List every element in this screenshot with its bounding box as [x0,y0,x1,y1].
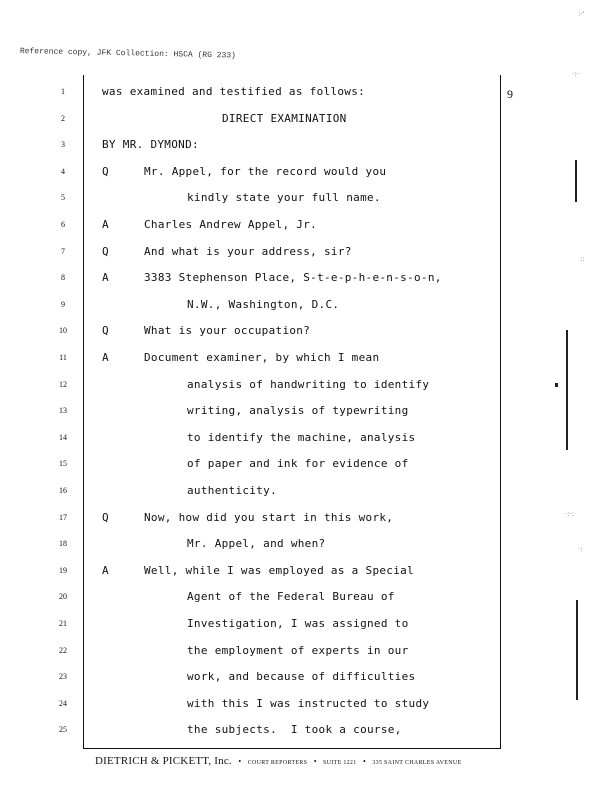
transcript-line [0,667,612,687]
margin-speck: ·:· [572,70,579,78]
speaker-marker: Q [102,164,109,178]
transcript-line [0,242,612,262]
page-number: 9 [507,87,513,101]
margin-scan-mark [575,160,577,202]
line-number: 1 [61,87,65,96]
line-number: 13 [59,406,67,416]
line-number: 17 [59,512,67,522]
line-number: 18 [59,539,67,549]
line-number: 22 [59,645,67,655]
line-text: kindly state your full name. [187,191,381,205]
margin-speck: ·: [578,545,583,553]
line-text: writing, analysis of typewriting [187,404,409,418]
line-text: the subjects. I took a course, [187,723,402,737]
line-text: N.W., Washington, D.C. [187,297,340,311]
line-text: Mr. Appel, and when? [187,537,326,551]
line-number: 11 [59,353,67,362]
transcript-line [0,109,612,129]
line-number: 19 [59,565,67,575]
line-text: DIRECT EXAMINATION [222,111,347,125]
line-text: Agent of the Federal Bureau of [187,590,395,604]
speaker-marker: A [102,351,109,364]
transcript-line [0,135,612,155]
line-number: 5 [61,193,65,203]
speaker-marker: A [102,271,109,285]
line-text: And what is your address, sir? [144,244,352,258]
transcript-line [0,162,612,182]
line-number: 15 [59,459,67,469]
transcript-line [0,614,612,634]
collection-header-note: Reference copy, JFK Collection: HSCA (RG 233) [19,47,236,61]
footer-separator: • [238,757,242,766]
line-text: to identify the machine, analysis [187,430,416,444]
transcript-line [0,720,612,740]
transcript-line [0,587,612,607]
line-number: 3 [61,140,65,150]
footer-address: 335 SAINT CHARLES AVENUE [372,760,462,766]
footer-firm: DIETRICH & PICKETT, Inc. [95,755,232,767]
line-text: Well, while I was employed as a Special [144,563,414,577]
transcript-line [0,188,612,208]
line-text: Now, how did you start in this work, [144,510,394,524]
transcript-line [0,534,612,554]
line-number: 16 [59,486,67,495]
transcript-line [0,694,612,714]
line-text: authenticity. [187,484,277,497]
line-text: Charles Andrew Appel, Jr. [144,218,318,231]
line-text: Mr. Appel, for the record would you [144,164,387,178]
margin-scan-mark [555,383,558,387]
transcript-line [0,375,612,395]
transcript-line [0,348,612,368]
transcript-line [0,82,612,102]
line-number: 4 [61,166,65,176]
line-text: analysis of handwriting to identify [187,377,430,391]
margin-speck: :·' [578,10,585,18]
transcript-line [0,454,612,474]
margin-scan-mark [576,600,578,700]
line-text: the employment of experts in our [187,643,409,657]
transcript-line [0,428,612,448]
transcript-line [0,401,612,421]
line-number: 6 [61,220,65,229]
line-number: 8 [61,273,65,283]
footer-separator: • [313,757,317,766]
line-text: work, and because of difficulties [187,670,416,684]
line-number: 12 [59,379,67,389]
line-number: 7 [61,246,65,256]
transcript-line [0,561,612,581]
frame-bottom-rule [83,748,501,749]
transcript-line [0,321,612,341]
line-number: 25 [59,725,67,735]
line-number: 9 [61,299,65,309]
line-number: 21 [59,619,67,628]
footer-suite: SUITE 1221 [323,760,357,766]
margin-scan-mark [566,330,568,450]
footer-separator: • [363,757,366,766]
speaker-marker: Q [102,244,109,258]
line-number: 20 [59,592,67,602]
line-text: with this I was instructed to study [187,696,430,710]
line-number: 23 [59,672,67,682]
line-text: of paper and ink for evidence of [187,457,409,471]
line-text: was examined and testified as follows: [102,85,366,98]
line-text: BY MR. DYMOND: [102,138,199,152]
line-number: 10 [59,326,67,336]
transcript-line [0,295,612,315]
speaker-marker: Q [102,324,109,338]
transcript-line [0,641,612,661]
speaker-marker: A [102,218,109,231]
line-number: 14 [59,432,67,442]
transcript-line [0,481,612,501]
line-text: Document examiner, by which I mean [144,351,380,364]
transcript-line [0,508,612,528]
line-text: Investigation, I was assigned to [187,617,409,630]
transcript-line [0,268,612,288]
transcript-line [0,215,612,235]
footer-reporters: COURT REPORTERS [247,760,308,766]
reporter-footer [95,755,462,767]
line-text: 3383 Stephenson Place, S-t-e-p-h-e-n-s-o-n, [144,271,442,285]
margin-speck: :: [580,255,585,263]
speaker-marker: A [102,563,109,577]
line-number: 24 [59,698,67,708]
line-text: What is your occupation? [144,324,311,338]
line-number: 2 [61,113,65,123]
margin-speck: ·:·: [565,510,575,518]
speaker-marker: Q [102,510,109,524]
